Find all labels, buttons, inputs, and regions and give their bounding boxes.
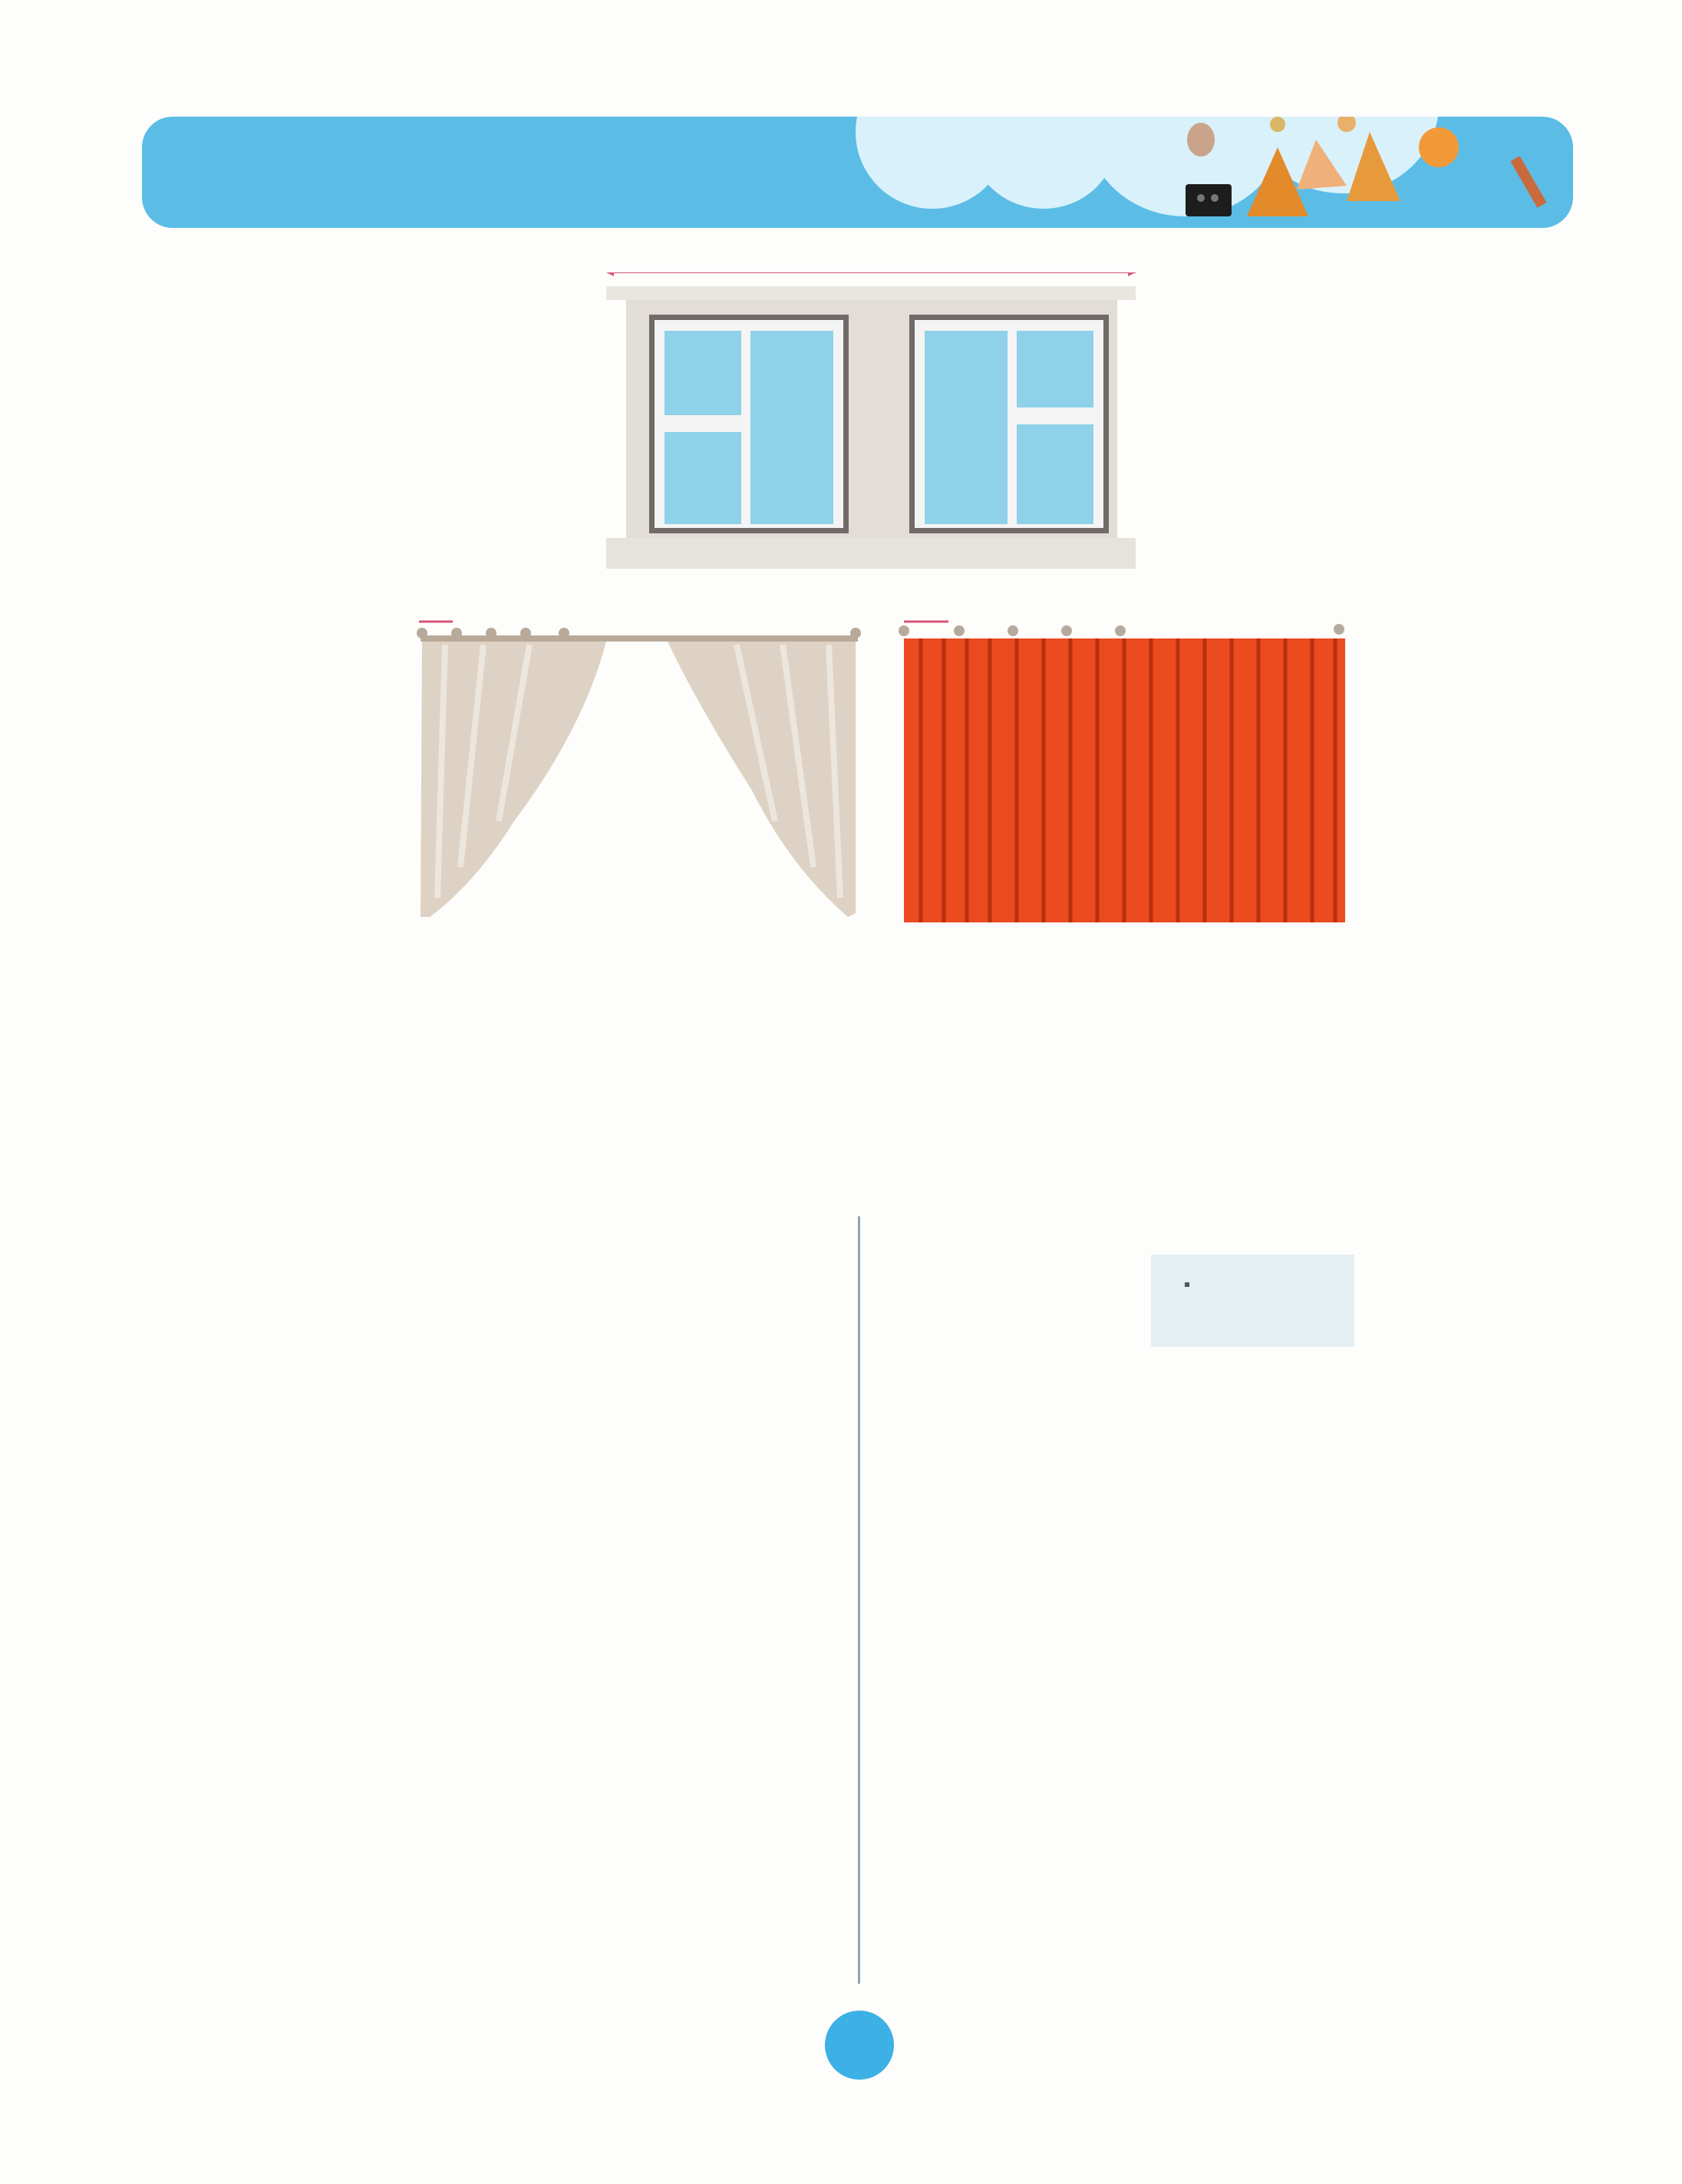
- guneslik-curtain-illustration: [898, 591, 1351, 929]
- password-image: [1151, 1255, 1354, 1347]
- cartoon-decoration-icon: [1163, 117, 1573, 228]
- window-illustration: [606, 272, 1136, 576]
- tul-curtain-illustration: [414, 591, 863, 929]
- q20-options: [944, 1635, 1573, 1704]
- guneslik-curtain-drawing: [898, 591, 1351, 929]
- tul-curtain-drawing: [414, 591, 863, 929]
- header-bar: [142, 117, 1573, 228]
- arrow-right-icon: [1128, 272, 1136, 276]
- q19-options: [201, 1658, 853, 1995]
- column-divider: [858, 1216, 860, 1984]
- window-drawing: [606, 272, 1136, 576]
- q19-screws: [265, 1251, 802, 1427]
- password-boxes: [1185, 1282, 1189, 1287]
- page-number: [825, 2011, 894, 2080]
- arrow-left-icon: [606, 272, 614, 276]
